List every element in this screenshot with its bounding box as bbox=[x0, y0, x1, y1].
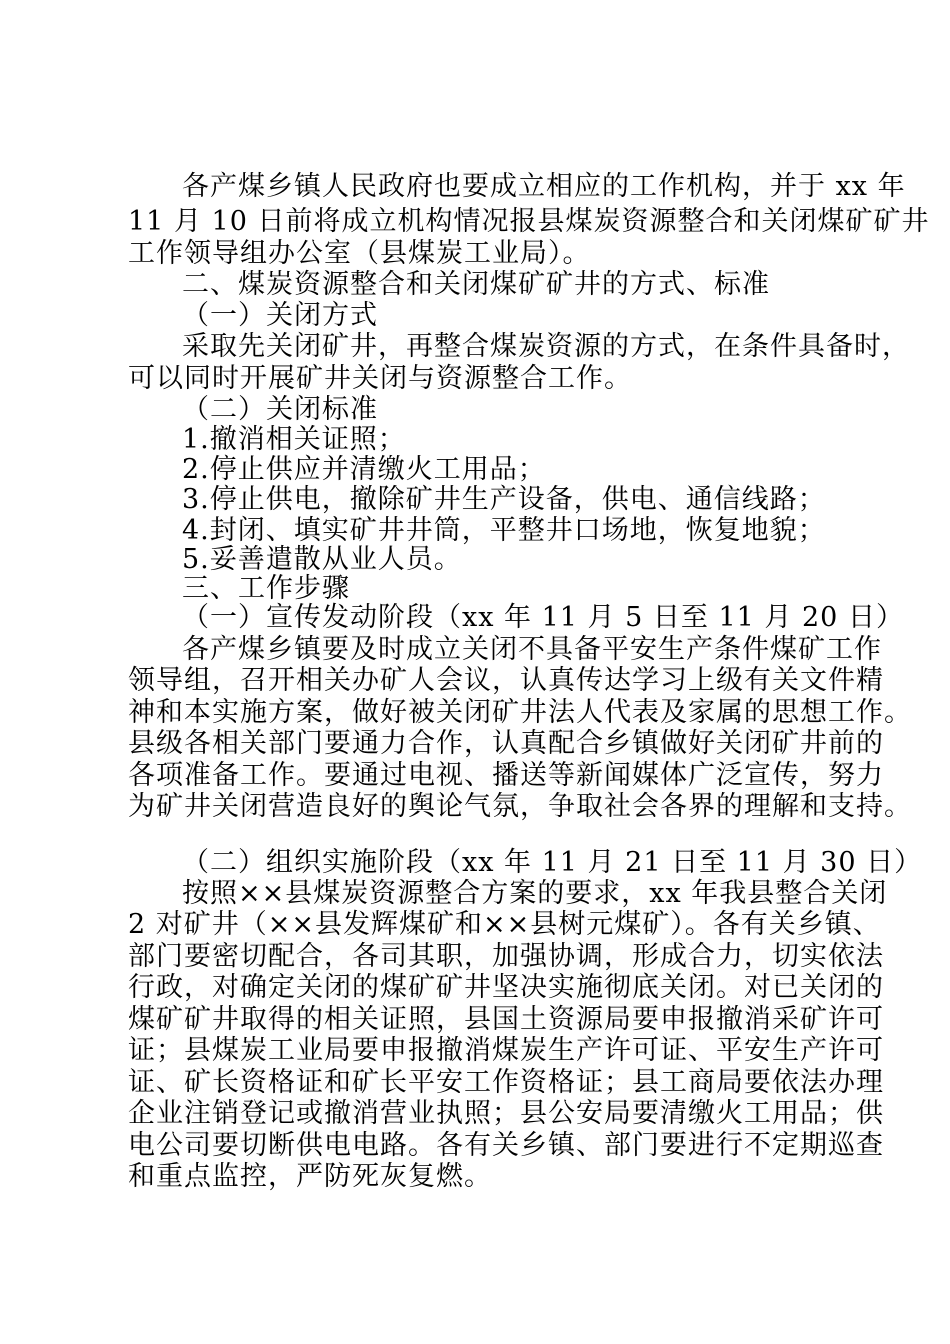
line-text: （二）关闭标准 bbox=[182, 394, 378, 425]
line-text: （一）宣传发动阶段（xx 年 11 月 5 日至 11 月 20 日） bbox=[182, 602, 904, 633]
line-text: 3.停止供电，撤除矿井生产设备，供电、通信线路； bbox=[182, 484, 826, 515]
text-line bbox=[0, 1034, 950, 1068]
text-line bbox=[0, 727, 950, 761]
line-text: （二）组织实施阶段（xx 年 11 月 21 日至 11 月 30 日） bbox=[182, 847, 923, 878]
text-line bbox=[0, 483, 950, 517]
line-text: 证；县煤炭工业局要申报撤消煤炭生产许可证、平安生产许可 bbox=[128, 1035, 884, 1066]
text-line bbox=[0, 846, 950, 880]
text-line bbox=[0, 423, 950, 457]
text-line bbox=[0, 633, 950, 667]
text-line bbox=[0, 1160, 950, 1194]
text-line bbox=[0, 1129, 950, 1163]
text-line bbox=[0, 790, 950, 824]
line-text: 电公司要切断供电电路。各有关乡镇、部门要进行不定期巡查 bbox=[128, 1130, 884, 1161]
line-text: 证、矿长资格证和矿长平安工作资格证；县工商局要依法办理 bbox=[128, 1067, 884, 1098]
line-text: 二、煤炭资源整合和关闭煤矿矿井的方式、标准 bbox=[182, 269, 770, 300]
line-text: 领导组，召开相关办矿人会议，认真传达学习上级有关文件精 bbox=[128, 665, 884, 696]
line-text: 4.封闭、填实矿井井筒，平整井口场地，恢复地貌； bbox=[182, 515, 826, 546]
text-line bbox=[0, 205, 950, 239]
line-text: 三、工作步骤 bbox=[182, 573, 350, 604]
text-line bbox=[0, 1097, 950, 1131]
text-line bbox=[0, 330, 950, 364]
text-line bbox=[0, 237, 950, 271]
line-text: 2 对矿井（××县发辉煤矿和××县树元煤矿）。各有关乡镇、 bbox=[128, 909, 881, 940]
line-text: 各产煤乡镇要及时成立关闭不具备平安生产条件煤矿工作 bbox=[182, 634, 882, 665]
text-line bbox=[0, 362, 950, 396]
text-line bbox=[0, 971, 950, 1005]
text-line bbox=[0, 908, 950, 942]
line-text: 可以同时开展矿井关闭与资源整合工作。 bbox=[128, 363, 632, 394]
text-line bbox=[0, 601, 950, 635]
line-text: 部门要密切配合，各司其职，加强协调，形成合力，切实依法 bbox=[128, 941, 884, 972]
line-text: 各项准备工作。要通过电视、播送等新闻媒体广泛宣传，努力 bbox=[128, 760, 884, 791]
line-text: （一）关闭方式 bbox=[182, 300, 378, 331]
line-text: 企业注销登记或撤消营业执照；县公安局要清缴火工用品；供 bbox=[128, 1098, 884, 1129]
line-text: 1.撤消相关证照； bbox=[182, 424, 406, 455]
text-line bbox=[0, 393, 950, 427]
text-line bbox=[0, 696, 950, 730]
line-text: 煤矿矿井取得的相关证照，县国土资源局要申报撤消采矿许可 bbox=[128, 1004, 884, 1035]
line-text: 为矿井关闭营造良好的舆论气氛，争取社会各界的理解和支持。 bbox=[128, 791, 912, 822]
text-line bbox=[0, 759, 950, 793]
line-text: 神和本实施方案，做好被关闭矿井法人代表及家属的思想工作。 bbox=[128, 697, 912, 728]
line-text: 11 月 10 日前将成立机构情况报县煤炭资源整合和关闭煤矿矿井 bbox=[128, 206, 930, 237]
text-line bbox=[0, 1066, 950, 1100]
line-text: 各产煤乡镇人民政府也要成立相应的工作机构，并于 xx 年 bbox=[182, 171, 906, 202]
line-text: 按照××县煤炭资源整合方案的要求，xx 年我县整合关闭 bbox=[182, 878, 888, 909]
text-line bbox=[0, 1003, 950, 1037]
text-line bbox=[0, 170, 950, 204]
line-text: 2.停止供应并清缴火工用品； bbox=[182, 454, 546, 485]
line-text: 采取先关闭矿井，再整合煤炭资源的方式，在条件具备时， bbox=[182, 331, 910, 362]
text-line bbox=[0, 664, 950, 698]
line-text: 和重点监控，严防死灰复燃。 bbox=[128, 1161, 492, 1192]
line-text: 县级各相关部门要通力合作，认真配合乡镇做好关闭矿井前的 bbox=[128, 728, 884, 759]
line-text: 5.妥善遣散从业人员。 bbox=[182, 544, 462, 575]
line-text: 工作领导组办公室（县煤炭工业局）。 bbox=[128, 238, 591, 269]
text-line bbox=[0, 299, 950, 333]
text-line bbox=[0, 940, 950, 974]
line-text: 行政，对确定关闭的煤矿矿井坚决实施彻底关闭。对已关闭的 bbox=[128, 972, 884, 1003]
text-line bbox=[0, 268, 950, 302]
text-line bbox=[0, 877, 950, 911]
text-line bbox=[0, 453, 950, 487]
